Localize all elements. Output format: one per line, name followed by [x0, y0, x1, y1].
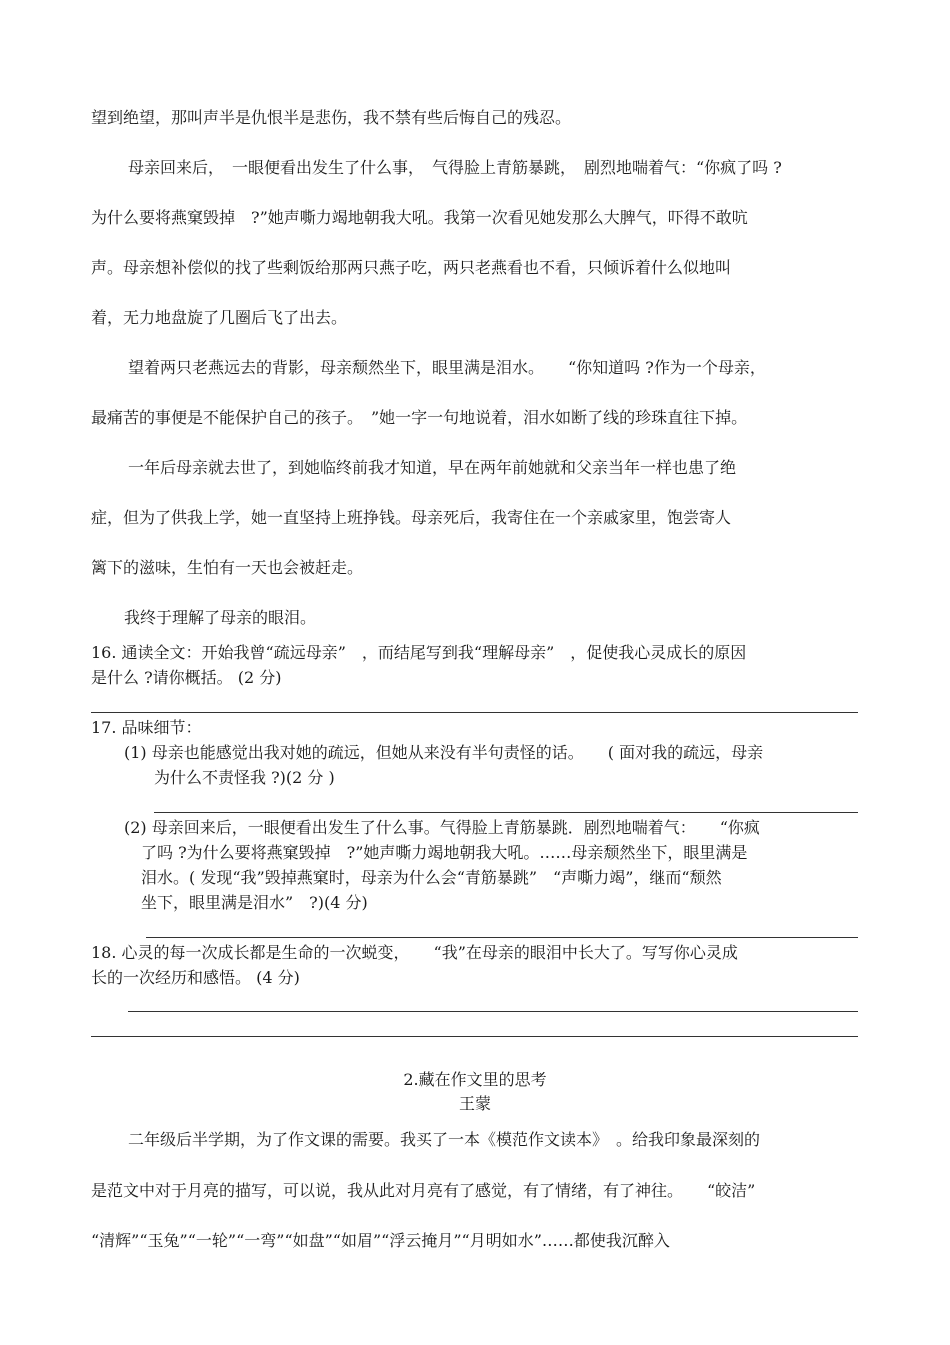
- question-17-1-line: (1) 母亲也能感觉出我对她的疏远，但她从来没有半句责怪的话。 ( 面对我的疏远，母亲: [124, 743, 764, 762]
- section-2-line: “清辉”“玉兔”“一轮”“一弯”“如盘”“如眉”“浮云掩月”“月明如水”……都使我沉醉入: [91, 1231, 670, 1250]
- answer-line-18-b[interactable]: [91, 1036, 858, 1037]
- story-line: 着，无力地盘旋了几圈后飞了出去。: [91, 308, 348, 327]
- section-2-author: 王蒙: [458, 1094, 491, 1113]
- section-2-line: 是范文中对于月亮的描写，可以说，我从此对月亮有了感觉，有了情绪，有了神往。 “皎洁”: [91, 1181, 756, 1200]
- story-line: 母亲回来后， 一眼便看出发生了什么事， 气得脸上青筋暴跳， 剧烈地喘着气：“你疯了吗 ?: [128, 158, 782, 177]
- answer-line-17-1[interactable]: [154, 812, 858, 813]
- question-17-1-line: 为什么不责怪我 ?)(2 分 ): [154, 768, 335, 787]
- story-line: 篱下的滋味，生怕有一天也会被赶走。: [91, 558, 364, 577]
- story-line: 望到绝望，那叫声半是仇恨半是悲伤，我不禁有些后悔自己的残忍。: [91, 108, 572, 127]
- question-17-2-line: 坐下，眼里满是泪水” ?)(4 分): [141, 893, 368, 912]
- story-line: 望着两只老燕远去的背影，母亲颓然坐下，眼里满是泪水。 “你知道吗 ?作为一个母亲，: [128, 358, 766, 377]
- story-line: 为什么要将燕窠毁掉 ?”她声嘶力竭地朝我大吼。我第一次看见她发那么大脾气，吓得不敢吭: [91, 208, 748, 227]
- question-18-line: 18. 心灵的每一次成长都是生命的一次蜕变， “我”在母亲的眼泪中长大了。写写你心灵成: [91, 943, 738, 962]
- question-17-2-line: 了吗 ?为什么要将燕窠毁掉 ?”她声嘶力竭地朝我大吼。……母亲颓然坐下，眼里满是: [141, 843, 748, 862]
- question-17-2-line: 泪水。( 发现“我”毁掉燕窠时，母亲为什么会“青筋暴跳” “声嘶力竭”，继而“颓然: [141, 868, 722, 887]
- story-line: 一年后母亲就去世了，到她临终前我才知道，早在两年前她就和父亲当年一样也患了绝: [128, 458, 737, 477]
- answer-line-17-2[interactable]: [146, 937, 858, 938]
- answer-line-18-a[interactable]: [128, 1011, 858, 1012]
- story-line: 我终于理解了母亲的眼泪。: [124, 608, 317, 627]
- question-18-line: 长的一次经历和感悟。 (4 分): [91, 968, 300, 987]
- question-16-line: 是什么 ?请你概括。 (2 分): [91, 668, 282, 687]
- story-line: 声。母亲想补偿似的找了些剩饭给那两只燕子吃，两只老燕看也不看，只倾诉着什么似地叫: [91, 258, 732, 277]
- answer-line-16[interactable]: [91, 712, 858, 713]
- section-2-title: 2.藏在作文里的思考: [403, 1070, 547, 1089]
- question-17-heading: 17. 品味细节：: [91, 718, 202, 737]
- story-line: 最痛苦的事便是不能保护自己的孩子。 ”她一字一句地说着，泪水如断了线的珍珠直往下掉。: [91, 408, 748, 427]
- section-2-line: 二年级后半学期，为了作文课的需要。我买了一本《模范作文读本》 。给我印象最深刻的: [128, 1130, 761, 1149]
- story-line: 症，但为了供我上学，她一直坚持上班挣钱。母亲死后，我寄住在一个亲戚家里，饱尝寄人: [91, 508, 732, 527]
- question-16-line: 16. 通读全文：开始我曾“疏远母亲” ，而结尾写到我“理解母亲” ，促使我心灵成长的原因: [91, 643, 747, 662]
- question-17-2-line: (2) 母亲回来后，一眼便看出发生了什么事。气得脸上青筋暴跳．剧烈地喘着气： “你疯: [124, 818, 760, 837]
